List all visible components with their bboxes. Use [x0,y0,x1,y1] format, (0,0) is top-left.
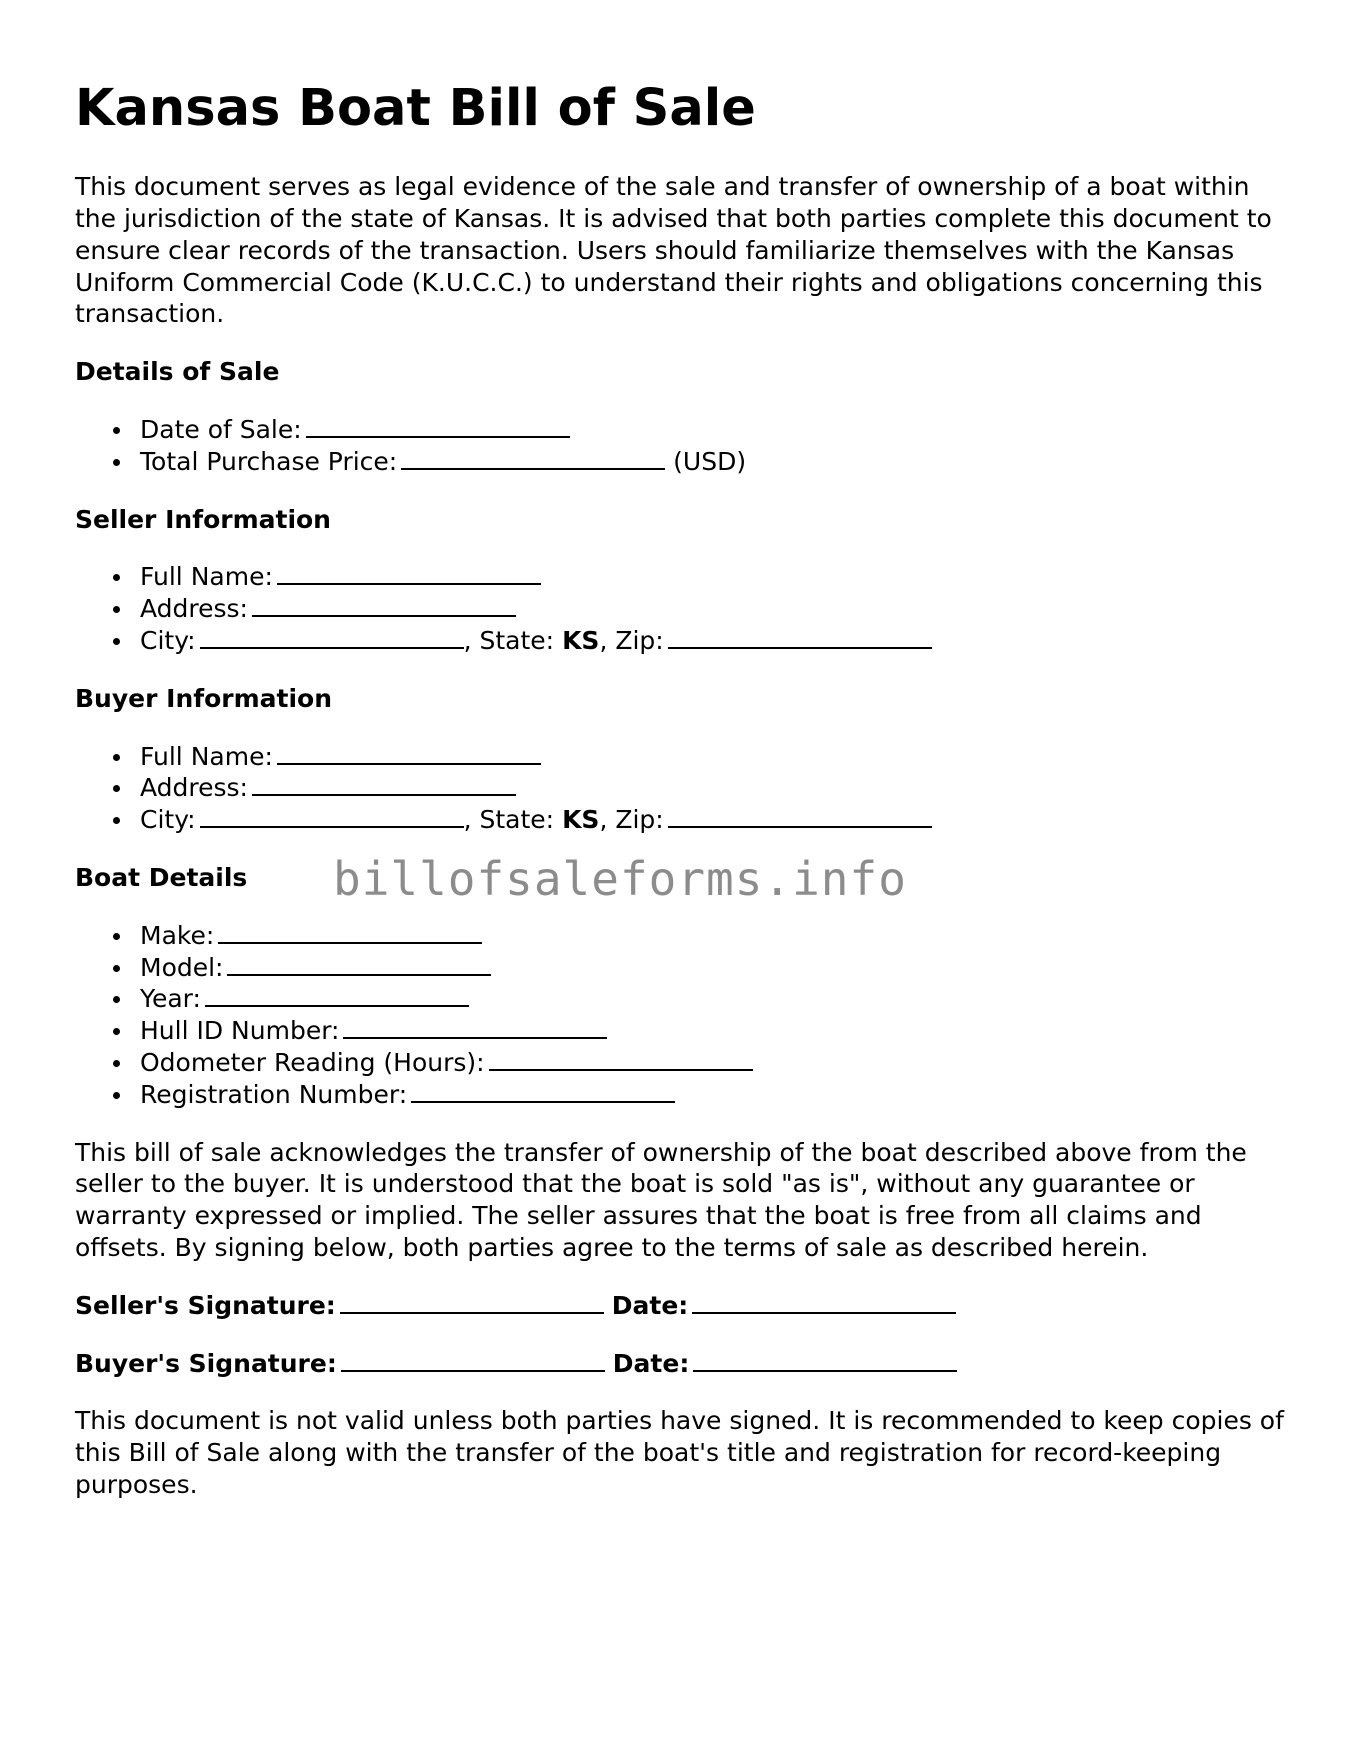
list-item [140,741,1295,773]
buyer-address-field[interactable] [252,772,516,796]
closing-paragraph: This document is not valid unless both parties have signed. It is recommended to keep copies of this Bill of Sale along with the transfer of the boat's title and registration for record-keeping purposes. [75,1406,1284,1499]
seller-state-value: KS [562,625,600,655]
buyer-zip-label: , Zip: [599,805,664,835]
seller-signature-field[interactable] [340,1290,604,1314]
seller-information-heading: Seller Information [75,504,331,534]
buyer-signature-line [75,1348,1295,1380]
buyer-signature-label: Buyer's Signature: [75,1348,337,1378]
date-of-sale-label: Date of Sale: [140,414,302,444]
buyer-state-label: , State: [463,805,555,835]
buyer-name-label: Full Name: [140,741,273,771]
details-of-sale-heading: Details of Sale [75,357,280,387]
list-item [140,1079,1295,1111]
intro-paragraph: This document serves as legal evidence of the sale and transfer of ownership of a boat within the jurisdiction of the state of Kansas. It is advised that both parties complete this document to ensure clear records of the transaction. Users should familiarize themselves with the Kansas Uniform Commercial Code (K.U.C.C.) to understand their rights and obligations concerning this transaction. [75,172,1272,329]
purchase-price-label: Total Purchase Price: [140,446,398,476]
hull-id-field[interactable] [343,1015,607,1039]
seller-zip-field[interactable] [668,625,932,649]
year-label: Year: [140,984,201,1014]
list-item [140,593,1295,625]
document-title: Kansas Boat Bill of Sale [75,79,756,138]
seller-signature-line [75,1290,1295,1322]
make-label: Make: [140,920,215,950]
seller-information-list [75,561,1295,656]
boat-details-list [75,920,1295,1111]
year-field[interactable] [205,983,469,1007]
list-item [140,446,1295,478]
document-page [75,78,1295,1501]
seller-address-label: Address: [140,594,248,624]
details-of-sale-list [75,414,1295,478]
seller-state-label: , State: [463,625,555,655]
buyer-address-label: Address: [140,773,248,803]
odometer-field[interactable] [489,1047,753,1071]
model-field[interactable] [227,952,491,976]
buyer-date-field[interactable] [693,1348,957,1372]
list-item [140,414,1295,446]
buyer-signature-field[interactable] [341,1348,605,1372]
make-field[interactable] [218,920,482,944]
buyer-name-field[interactable] [277,741,541,765]
seller-date-label: Date: [611,1290,689,1320]
list-item [140,772,1295,804]
model-label: Model: [140,952,224,982]
watermark: billofsaleforms.info [333,852,907,906]
seller-name-label: Full Name: [140,562,273,592]
seller-address-field[interactable] [252,593,516,617]
boat-details-heading: Boat Details [75,862,248,892]
buyer-zip-field[interactable] [668,804,932,828]
seller-city-label: City: [140,625,196,655]
list-item [140,625,1295,657]
seller-zip-label: , Zip: [599,625,664,655]
list-item [140,561,1295,593]
seller-date-field[interactable] [692,1290,956,1314]
list-item [140,1015,1295,1047]
buyer-state-value: KS [562,805,600,835]
buyer-city-label: City: [140,805,196,835]
buyer-information-list [75,741,1295,836]
acknowledgement-paragraph: This bill of sale acknowledges the transfer of ownership of the boat described above from the seller to the buyer. It is understood that the boat is sold "as is", without any guarantee or warranty expressed or implied. The seller assures that the boat is free from all claims and offsets. By signing below, both parties agree to the terms of sale as described herein. [75,1137,1247,1262]
list-item [140,804,1295,836]
seller-signature-label: Seller's Signature: [75,1290,336,1320]
date-of-sale-field[interactable] [306,414,570,438]
list-item [140,983,1295,1015]
seller-city-field[interactable] [200,625,464,649]
buyer-information-heading: Buyer Information [75,683,333,713]
price-currency: (USD) [673,446,747,476]
buyer-date-label: Date: [612,1348,690,1378]
list-item [140,952,1295,984]
odometer-label: Odometer Reading (Hours): [140,1047,485,1077]
registration-number-label: Registration Number: [140,1079,408,1109]
purchase-price-field[interactable] [401,446,665,470]
hull-id-label: Hull ID Number: [140,1016,340,1046]
buyer-city-field[interactable] [200,804,464,828]
seller-name-field[interactable] [277,561,541,585]
registration-number-field[interactable] [411,1079,675,1103]
list-item [140,1047,1295,1079]
list-item [140,920,1295,952]
